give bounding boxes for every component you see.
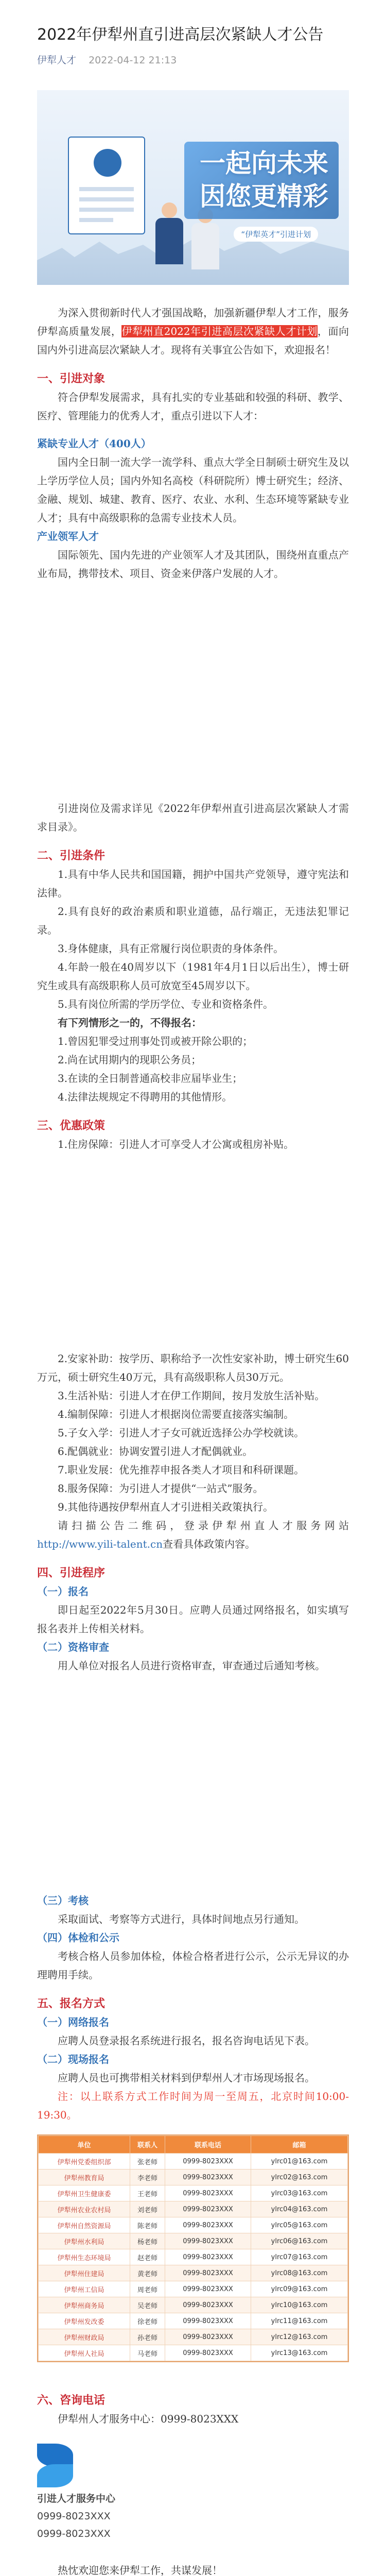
condition-item: 3.身体健康，具有正常履行岗位职责的身体条件。 bbox=[58, 942, 284, 955]
table-cell[interactable]: ylrc07@163.com bbox=[251, 2249, 348, 2265]
working-hours-note: 注：以上联系方式工作时间为周一至周五，北京时间10:00-19:30。 bbox=[37, 2090, 349, 2121]
banner-image bbox=[37, 90, 349, 285]
table-cell: 伊犁州商务局 bbox=[39, 2297, 130, 2313]
table-cell: 李老师 bbox=[130, 2170, 165, 2185]
table-cell: 伊犁州自然资源局 bbox=[39, 2217, 130, 2233]
subsection-heading: （二）资格审查 bbox=[37, 1641, 109, 1653]
section-heading: 五、报名方式 bbox=[37, 1997, 106, 2010]
table-cell[interactable]: 0999-8023XXX bbox=[165, 2170, 251, 2185]
resume-icon bbox=[68, 137, 145, 234]
table-cell: 伊犁州农业农村局 bbox=[39, 2201, 130, 2217]
policy-item: 4.编制保障：引进人才根据岗位需要直接落实编制。 bbox=[58, 1408, 294, 1420]
table-row bbox=[39, 2249, 348, 2265]
table-cell[interactable]: ylrc02@163.com bbox=[251, 2170, 348, 2185]
table-cell: 孙老师 bbox=[130, 2329, 165, 2345]
table-cell[interactable]: 0999-8023XXX bbox=[165, 2281, 251, 2297]
table-cell: 周老师 bbox=[130, 2281, 165, 2297]
table-row bbox=[39, 2170, 348, 2185]
subsection-heading: （一）网络报名 bbox=[37, 2016, 109, 2028]
table-row bbox=[39, 2265, 348, 2281]
table-cell[interactable]: ylrc09@163.com bbox=[251, 2281, 348, 2297]
exclusion-item: 1.曾因犯罪受过刑事处罚或被开除公职的； bbox=[58, 1035, 253, 1047]
policy-link[interactable]: http://www.yili-talent.cn bbox=[37, 1538, 163, 1550]
section-text: 用人单位对报名人员进行资格审查，审查通过后通知考核。 bbox=[58, 1659, 325, 1672]
section-text: 即日起至2022年5月30日。应聘人员通过网络报名，如实填写报名表并上传相关材料。 bbox=[37, 1604, 349, 1635]
table-cell: 马老师 bbox=[130, 2345, 165, 2361]
section-text: 伊犁州人才服务中心：0999-8023XXX bbox=[58, 2413, 239, 2425]
table-cell[interactable]: 0999-8023XXX bbox=[165, 2185, 251, 2201]
table-cell[interactable]: 0999-8023XXX bbox=[165, 2329, 251, 2345]
exclusion-item: 3.在读的全日制普通高校非应届毕业生； bbox=[58, 1072, 243, 1084]
table-cell[interactable]: 0999-8023XXX bbox=[165, 2345, 251, 2361]
table-cell: 杨老师 bbox=[130, 2233, 165, 2249]
contact-title: 引进人才服务中心 bbox=[37, 2493, 116, 2504]
table-row bbox=[39, 2201, 348, 2217]
table-row bbox=[39, 2313, 348, 2329]
table-cell: 伊犁州财政局 bbox=[39, 2329, 130, 2345]
subsection-heading: （三）考核 bbox=[37, 1894, 89, 1907]
policy-item: 7.职业发展：优先推荐申报各类人才项目和科研课题。 bbox=[58, 1464, 305, 1476]
table-cell: 伊犁州水利局 bbox=[39, 2233, 130, 2249]
contact-block bbox=[0, 2490, 386, 2543]
table-cell: 伊犁州卫生健康委 bbox=[39, 2185, 130, 2201]
table-header-cell: 联系人 bbox=[130, 2136, 165, 2154]
policy-item: 6.配偶就业：协调安置引进人才配偶就业。 bbox=[58, 1445, 253, 1458]
table-row bbox=[39, 2345, 348, 2361]
section-heading: 六、咨询电话 bbox=[37, 2394, 106, 2407]
contact-phone[interactable]: 0999-8023XXX bbox=[37, 2511, 111, 2522]
section-heading: 二、引进条件 bbox=[37, 849, 106, 862]
table-cell: 赵老师 bbox=[130, 2249, 165, 2265]
table-cell[interactable]: ylrc03@163.com bbox=[251, 2185, 348, 2201]
section-text: 符合伊犁发展需求，具有扎实的专业基础和较强的科研、教学、医疗、管理能力的优秀人才，重点引进以下人才： bbox=[37, 391, 349, 422]
banner-tagline: “伊犁英才”引进计划 bbox=[234, 227, 318, 242]
table-cell[interactable]: ylrc08@163.com bbox=[251, 2265, 348, 2281]
section-heading: 一、引进对象 bbox=[37, 372, 106, 385]
table-cell[interactable]: 0999-8023XXX bbox=[165, 2249, 251, 2265]
logo-icon bbox=[37, 2444, 73, 2490]
table-cell: 陈老师 bbox=[130, 2217, 165, 2233]
section-text: 采取面试、考察等方式进行，具体时间地点另行通知。 bbox=[58, 1913, 305, 1925]
table-cell: 张老师 bbox=[130, 2154, 165, 2170]
table-row bbox=[39, 2154, 348, 2170]
table-cell: 徐老师 bbox=[130, 2313, 165, 2329]
table-cell: 刘老师 bbox=[130, 2201, 165, 2217]
exclusion-heading: 有下列情形之一的，不得报名： bbox=[58, 1016, 202, 1029]
publish-date: 2022-04-12 21:13 bbox=[89, 55, 177, 66]
table-header-cell: 邮箱 bbox=[251, 2136, 348, 2154]
policy-link-paragraph: 请扫描公告二维码，登录伊犁州直人才服务网站http://www.yili-talent.cn查看具体政策内容。 bbox=[37, 1519, 349, 1550]
table-cell[interactable]: ylrc04@163.com bbox=[251, 2201, 348, 2217]
table-cell[interactable]: ylrc13@163.com bbox=[251, 2345, 348, 2361]
table-header-cell: 单位 bbox=[39, 2136, 130, 2154]
table-cell: 伊犁州教育局 bbox=[39, 2170, 130, 2185]
intro-paragraph: 为深入贯彻新时代人才强国战略，加强新疆伊犁人才工作，服务伊犁高质量发展，伊犁州直2022年引进高层次紧缺人才计划，面向国内外引进高层次紧缺人才。现将有关事宜公告如下，欢迎报名！ bbox=[37, 307, 349, 356]
table-cell[interactable]: ylrc10@163.com bbox=[251, 2297, 348, 2313]
subsection-heading: 产业领军人才 bbox=[37, 530, 99, 543]
table-cell: 王老师 bbox=[130, 2185, 165, 2201]
banner-slogan: 一起向未来 因您更精彩 bbox=[200, 148, 328, 211]
table-cell: 伊犁州生态环境局 bbox=[39, 2249, 130, 2265]
section-text: 应聘人员也可携带相关材料到伊犁州人才市场现场报名。 bbox=[58, 2072, 315, 2084]
table-cell[interactable]: ylrc05@163.com bbox=[251, 2217, 348, 2233]
subsection-heading: （四）体检和公示 bbox=[37, 1931, 119, 1944]
exclusion-item: 2.尚在试用期内的现职公务员； bbox=[58, 1054, 202, 1066]
table-row bbox=[39, 2233, 348, 2249]
section-heading: 四、引进程序 bbox=[37, 1566, 106, 1580]
policy-item: 3.生活补贴：引进人才在伊工作期间，按月发放生活补贴。 bbox=[58, 1389, 325, 1402]
table-cell[interactable]: ylrc12@163.com bbox=[251, 2329, 348, 2345]
table-cell[interactable]: 0999-8023XXX bbox=[165, 2265, 251, 2281]
table-cell[interactable]: ylrc01@163.com bbox=[251, 2154, 348, 2170]
condition-item: 1.具有中华人民共和国国籍，拥护中国共产党领导，遵守宪法和法律。 bbox=[37, 868, 349, 899]
table-cell: 伊犁州人社局 bbox=[39, 2345, 130, 2361]
article-title: 2022年伊犁州直引进高层次紧缺人才公告 bbox=[37, 26, 324, 44]
table-header-row bbox=[39, 2136, 348, 2154]
contact-table bbox=[37, 2134, 349, 2362]
table-cell[interactable]: 0999-8023XXX bbox=[165, 2154, 251, 2170]
table-cell[interactable]: 0999-8023XXX bbox=[165, 2297, 251, 2313]
article-meta bbox=[0, 53, 386, 66]
table-header-cell: 联系电话 bbox=[165, 2136, 251, 2154]
intro-highlight: 伊犁州直2022年引进高层次紧缺人才计划 bbox=[121, 325, 318, 337]
table-cell[interactable]: 0999-8023XXX bbox=[165, 2233, 251, 2249]
contact-fax: 0999-8023XXX bbox=[37, 2528, 111, 2539]
table-row bbox=[39, 2185, 348, 2201]
subsection-heading: （二）现场报名 bbox=[37, 2053, 109, 2065]
closing-text: 热忱欢迎您来伊犁工作，共谋发展！ bbox=[58, 2564, 222, 2576]
person-icon bbox=[155, 202, 183, 264]
table-row bbox=[39, 2329, 348, 2345]
catalog-note: 引进岗位及需求详见《2022年伊犁州直引进高层次紧缺人才需求目录》。 bbox=[37, 802, 349, 833]
table-cell[interactable]: 0999-8023XXX bbox=[165, 2313, 251, 2329]
section-text: 考核合格人员参加体检，体检合格者进行公示，公示无异议的办理聘用手续。 bbox=[37, 1950, 349, 1981]
table-cell: 伊犁州发改委 bbox=[39, 2313, 130, 2329]
table-cell[interactable]: ylrc06@163.com bbox=[251, 2233, 348, 2249]
policy-item: 5.子女入学：引进人才子女可就近选择公办学校就读。 bbox=[58, 1427, 305, 1439]
exclusion-item: 4.法律法规规定不得聘用的其他情形。 bbox=[58, 1091, 233, 1103]
subsection-heading: 紧缺专业人才（400人） bbox=[37, 437, 151, 450]
policy-item: 1.住房保障：引进人才可享受人才公寓或租房补贴。 bbox=[58, 1138, 294, 1150]
table-cell[interactable]: 0999-8023XXX bbox=[165, 2217, 251, 2233]
table-cell: 伊犁州党委组织部 bbox=[39, 2154, 130, 2170]
table-cell: 吴老师 bbox=[130, 2297, 165, 2313]
policy-item: 8.服务保障：为引进人才提供“一站式”服务。 bbox=[58, 1482, 264, 1495]
section-text: 国际领先、国内先进的产业领军人才及其团队，围绕州直重点产业布局，携带技术、项目、资金来伊落户发展的人才。 bbox=[37, 549, 349, 580]
condition-item: 4.年龄一般在40周岁以下（1981年4月1日以后出生），博士研究生或具有高级职称人员可放宽至45周岁以下。 bbox=[37, 961, 349, 992]
table-cell[interactable]: ylrc11@163.com bbox=[251, 2313, 348, 2329]
condition-item: 5.具有岗位所需的学历学位、专业和资格条件。 bbox=[58, 998, 274, 1010]
section-text: 国内全日制一流大学一流学科、重点大学全日制硕士研究生及以上学历学位人员；国内外知名高校（科研院所）博士研究生；经济、金融、规划、城建、教育、医疗、农业、水利、生态环境等紧缺专业人才；具有中高级职称的急需专业技术人员。 bbox=[37, 456, 349, 524]
table-cell[interactable]: 0999-8023XXX bbox=[165, 2201, 251, 2217]
table-cell: 伊犁州工信局 bbox=[39, 2281, 130, 2297]
table-cell: 伊犁州住建局 bbox=[39, 2265, 130, 2281]
table-cell: 黄老师 bbox=[130, 2265, 165, 2281]
section-heading: 三、优惠政策 bbox=[37, 1119, 106, 1132]
author-link[interactable]: 伊犁人才 bbox=[37, 55, 77, 66]
policy-item: 9.其他待遇按伊犁州直人才引进相关政策执行。 bbox=[58, 1501, 274, 1513]
table-row bbox=[39, 2281, 348, 2297]
table-row bbox=[39, 2217, 348, 2233]
section-text: 应聘人员登录报名系统进行报名，报名咨询电话见下表。 bbox=[58, 2035, 315, 2047]
table-row bbox=[39, 2297, 348, 2313]
subsection-heading: （一）报名 bbox=[37, 1585, 89, 1598]
policy-item: 2.安家补助：按学历、职称给予一次性安家补助，博士研究生60万元，硕士研究生40万元，具有高级职称人员30万元。 bbox=[37, 1352, 349, 1383]
condition-item: 2.具有良好的政治素质和职业道德，品行端正，无违法犯罪记录。 bbox=[37, 905, 349, 936]
